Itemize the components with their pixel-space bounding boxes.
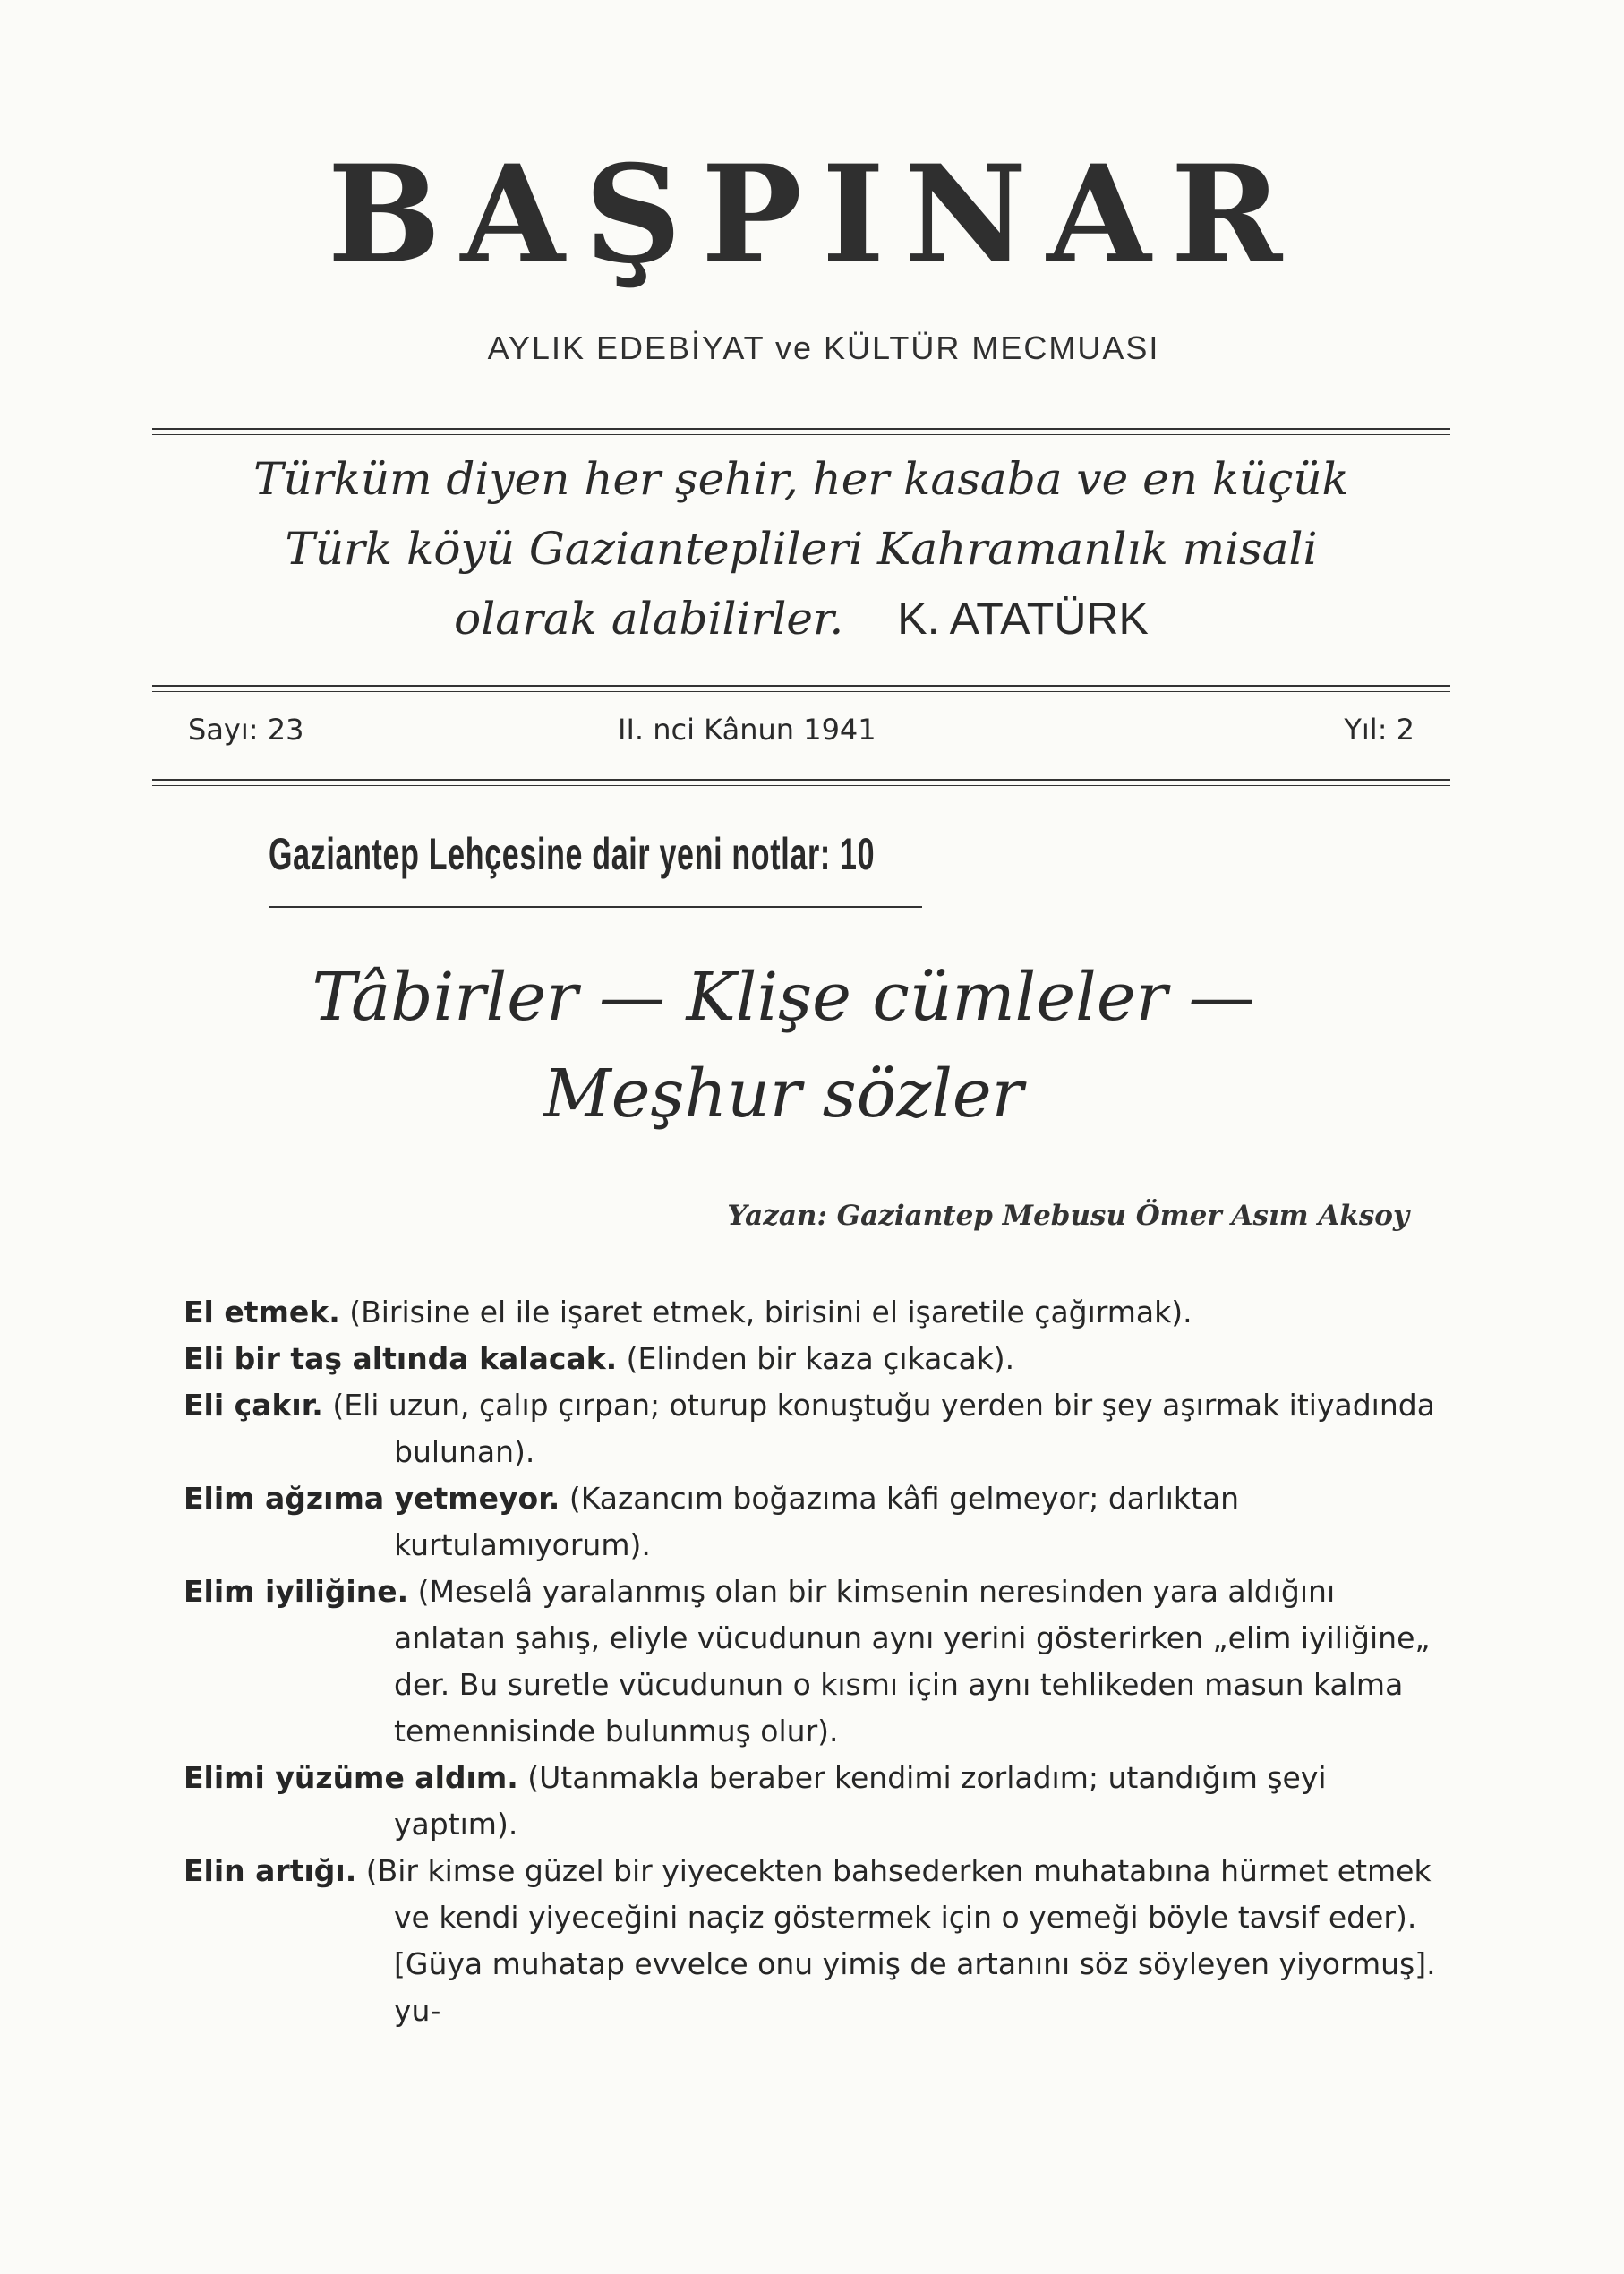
entry-term: Elimi yüzüme aldım.	[184, 1760, 518, 1795]
entry-term: Elim ağzıma yetmeyor.	[184, 1481, 560, 1516]
quote-line: Türküm diyen her şehir, her kasaba ve en küçük	[253, 453, 1349, 505]
entry-term: Elin artığı.	[184, 1853, 357, 1888]
entry-term: Eli çakır.	[184, 1388, 323, 1423]
article-title-line: Tâbirler — Klişe cümleler —	[312, 959, 1255, 1036]
issue-top-rule	[152, 685, 1450, 687]
entry-definition: (Eli uzun, çalıp çırpan; oturup konuştuğu yerden bir şey aşırmak itiyadında bulunan).	[332, 1388, 1435, 1469]
entry-term: El etmek.	[184, 1295, 340, 1329]
top-rule	[152, 428, 1450, 430]
article-byline: Yazan: Gaziantep Mebusu Ömer Asım Aksoy	[727, 1200, 1409, 1232]
quote-line-text: olarak alabilirler.	[454, 593, 844, 645]
series-title: Gaziantep Lehçesine dair yeni notlar: 10	[269, 829, 876, 879]
issue-info-row	[188, 713, 1415, 757]
masthead-title: BAŞPINAR	[327, 136, 1303, 294]
article-title	[179, 949, 1388, 1142]
entry-definition: (Bir kimse güzel bir yiyecekten bahsederken muhatabına hürmet etmek ve kendi yiyeceğini naçiz göstermek için o yemeği böyle tavsif eder). [Güya muhatap evvelce onu yimiş de artanını söz söyleyen yiyormuş]. yu-	[365, 1853, 1436, 2028]
series-title-underline	[269, 906, 922, 908]
list-item	[184, 1848, 1437, 2034]
list-item	[184, 1336, 1437, 1382]
entry-term: Elim iyiliğine.	[184, 1574, 409, 1609]
quote-line	[152, 584, 1450, 654]
issue-number: Sayı: 23	[188, 713, 304, 747]
entry-term: Eli bir taş altında kalacak.	[184, 1341, 618, 1376]
list-item	[184, 1289, 1437, 1336]
issue-date: II. nci Kânun 1941	[618, 713, 876, 747]
quote-line: Türk köyü Gazianteplileri Kahramanlık misali	[285, 523, 1318, 575]
quote-author: K. ATATÜRK	[897, 594, 1149, 644]
list-item	[184, 1382, 1437, 1475]
masthead-subtitle: AYLIK EDEBİYAT ve KÜLTÜR MECMUASI	[487, 329, 1160, 366]
list-item	[184, 1569, 1437, 1755]
entry-list	[184, 1289, 1437, 2034]
entry-definition: (Utanmakla beraber kendimi zorladım; utandığım şeyi yaptım).	[394, 1760, 1327, 1842]
issue-year: Yıl: 2	[1344, 713, 1415, 747]
list-item	[184, 1755, 1437, 1848]
issue-top-rule-inner	[152, 691, 1450, 692]
list-item	[184, 1475, 1437, 1569]
entry-definition: (Elinden bir kaza çıkacak).	[626, 1341, 1015, 1376]
issue-bottom-rule-inner	[152, 785, 1450, 786]
entry-definition: (Kazancım boğazıma kâfi gelmeyor; darlıktan kurtulamıyorum).	[394, 1481, 1240, 1562]
article-title-line: Meşhur sözler	[543, 1056, 1024, 1133]
ataturk-quote	[152, 444, 1450, 654]
issue-bottom-rule	[152, 779, 1450, 781]
top-rule-inner	[152, 434, 1450, 435]
entry-definition: (Meselâ yaralanmış olan bir kimsenin neresinden yara aldığını anlatan şahış, eliyle vücudunun aynı yerini gösterirken „elim iyiliğine„ der. Bu suretle vücudunun o kısmı için aynı tehlikeden masun kalma temennisinde bulunmuş olur).	[394, 1574, 1431, 1748]
entry-definition: (Birisine el ile işaret etmek, birisini el işaretile çağırmak).	[349, 1295, 1192, 1329]
